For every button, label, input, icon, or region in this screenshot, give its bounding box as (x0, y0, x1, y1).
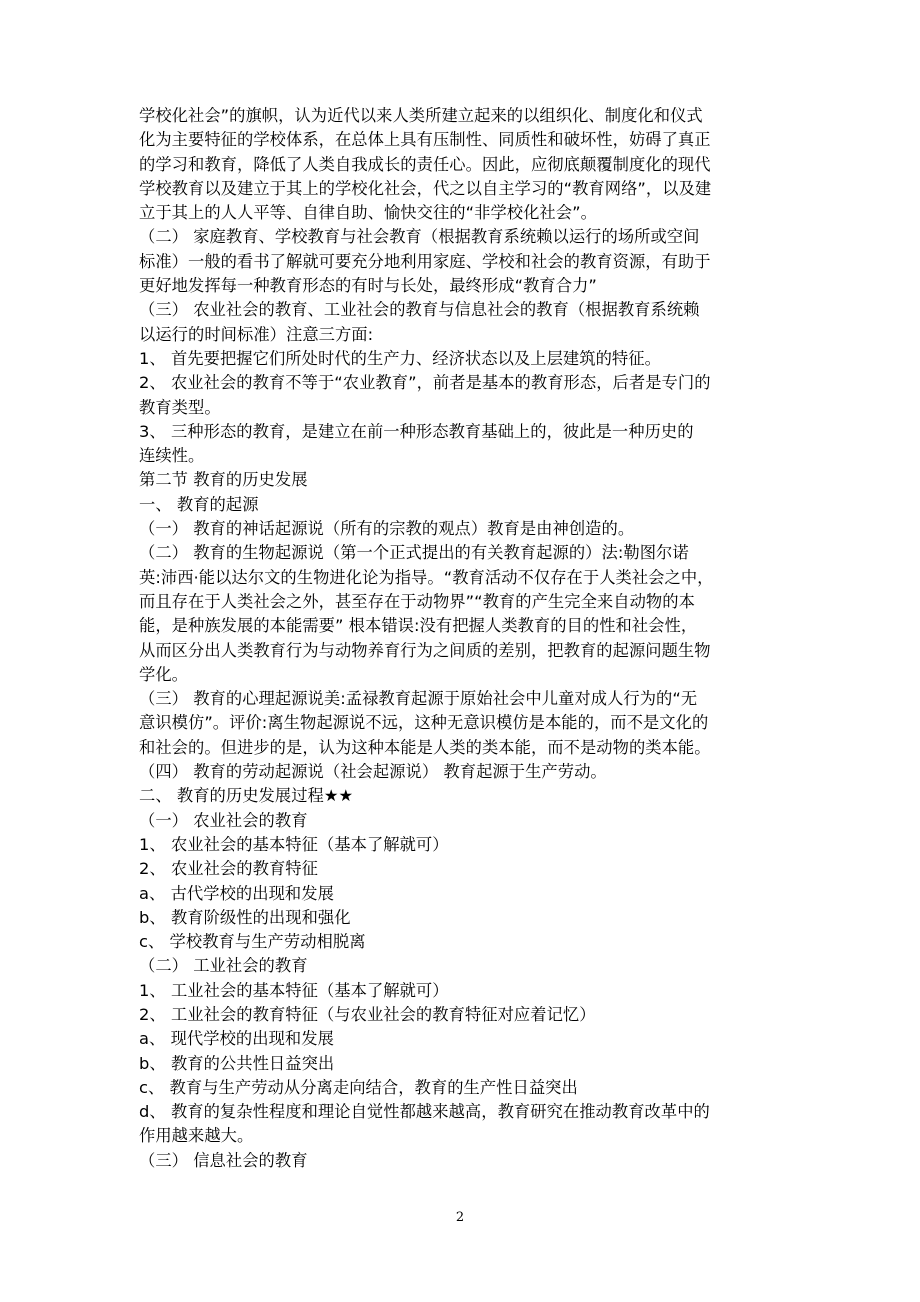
text-line: 作用越来越大。 (139, 1126, 254, 1146)
text-line: 3、 三种形态的教育，是建立在前一种形态教育基础上的，彼此是一种历史的 (139, 421, 694, 441)
text-line: 1、 农业社会的基本特征（基本了解就可） (139, 834, 449, 854)
text-line: （一） 农业社会的教育 (139, 810, 308, 830)
document-body (139, 104, 791, 1173)
text-line: 化为主要特征的学校体系，在总体上具有压制性、同质性和破坏性，妨碍了真正 (139, 130, 711, 150)
text-line: 立于其上的人人平等、自律自助、愉快交往的“非学校化社会”。 (139, 203, 597, 223)
page-number: 2 (455, 1210, 465, 1225)
text-line: （二） 家庭教育、学校教育与社会教育（根据教育系统赖以运行的场所或空间 (139, 227, 700, 247)
text-line: 教育类型。 (139, 397, 221, 417)
text-line: 1、 首先要把握它们所处时代的生产力、经济状态以及上层建筑的特征。 (139, 348, 661, 368)
text-line: 从而区分出人类教育行为与动物养育行为之间质的差别，把教育的起源问题生物 (139, 640, 711, 660)
text-line: 学校化社会”的旗帜，认为近代以来人类所建立起来的以组织化、制度化和仪式 (139, 106, 703, 125)
text-line: （三） 农业社会的教育、工业社会的教育与信息社会的教育（根据教育系统赖 (139, 300, 700, 320)
text-line: 第二节 教育的历史发展 (139, 470, 308, 490)
text-line: （二） 教育的生物起源说（第一个正式提出的有关教育起源的）法:勒图尔诺 (139, 543, 689, 563)
text-line: 英:沛西·能以达尔文的生物进化论为指导。“教育活动不仅存在于人类社会之中， (139, 567, 714, 587)
text-line: b、 教育阶级性的出现和强化 (139, 907, 351, 927)
text-line: a、 古代学校的出现和发展 (139, 883, 334, 903)
text-line: 而且存在于人类社会之外，甚至存在于动物界”“教育的产生完全来自动物的本 (139, 591, 695, 611)
text-line: 的学习和教育，降低了人类自我成长的责任心。因此，应彻底颠覆制度化的现代 (139, 154, 711, 174)
text-line: 2、 农业社会的教育不等于“农业教育”，前者是基本的教育形态，后者是专门的 (139, 373, 711, 393)
text-line: 1、 工业社会的基本特征（基本了解就可） (139, 980, 449, 1000)
text-line: c、 学校教育与生产劳动相脱离 (139, 932, 366, 952)
text-line: （四） 教育的劳动起源说（社会起源说） 教育起源于生产劳动。 (139, 762, 607, 782)
text-line: 意识模仿”。评价:离生物起源说不远，这种无意识模仿是本能的，而不是文化的 (139, 713, 709, 733)
text-line: 连续性。 (139, 446, 205, 466)
text-line: 和社会的。但进步的是，认为这种本能是人类的类本能，而不是动物的类本能。 (139, 737, 711, 757)
text-line: （一） 教育的神话起源说（所有的宗教的观点）教育是由神创造的。 (139, 519, 635, 539)
text-line: 一、 教育的起源 (139, 494, 259, 514)
text-line: 2、 农业社会的教育特征 (139, 859, 318, 879)
text-line: （二） 工业社会的教育 (139, 956, 308, 976)
text-line: 2、 工业社会的教育特征（与农业社会的教育特征对应着记忆） (139, 1004, 596, 1024)
text-line: c、 教育与生产劳动从分离走向结合，教育的生产性日益突出 (139, 1077, 578, 1097)
text-line: a、 现代学校的出现和发展 (139, 1029, 334, 1049)
text-line: 能，是种族发展的本能需要” 根本错误:没有把握人类教育的目的性和社会性， (139, 616, 698, 636)
text-line: b、 教育的公共性日益突出 (139, 1053, 335, 1073)
text-line: （三） 信息社会的教育 (139, 1150, 308, 1170)
text-line: 标准）一般的看书了解就可要充分地利用家庭、学校和社会的教育资源，有助于 (139, 251, 711, 271)
text-line: （三） 教育的心理起源说美:孟禄教育起源于原始社会中儿童对成人行为的“无 (139, 689, 698, 709)
text-line: 学校教育以及建立于其上的学校化社会，代之以自主学习的“教育网络”，以及建 (139, 178, 712, 198)
text-line: 更好地发挥每一种教育形态的有时与长处，最终形成“教育合力” (139, 276, 597, 296)
text-line: 学化。 (139, 664, 188, 684)
text-line: d、 教育的复杂性程度和理论自觉性都越来越高，教育研究在推动教育改革中的 (139, 1102, 710, 1122)
text-line: 以运行的时间标准）注意三方面: (139, 324, 374, 344)
text-line: 二、 教育的历史发展过程★★ (139, 786, 354, 806)
